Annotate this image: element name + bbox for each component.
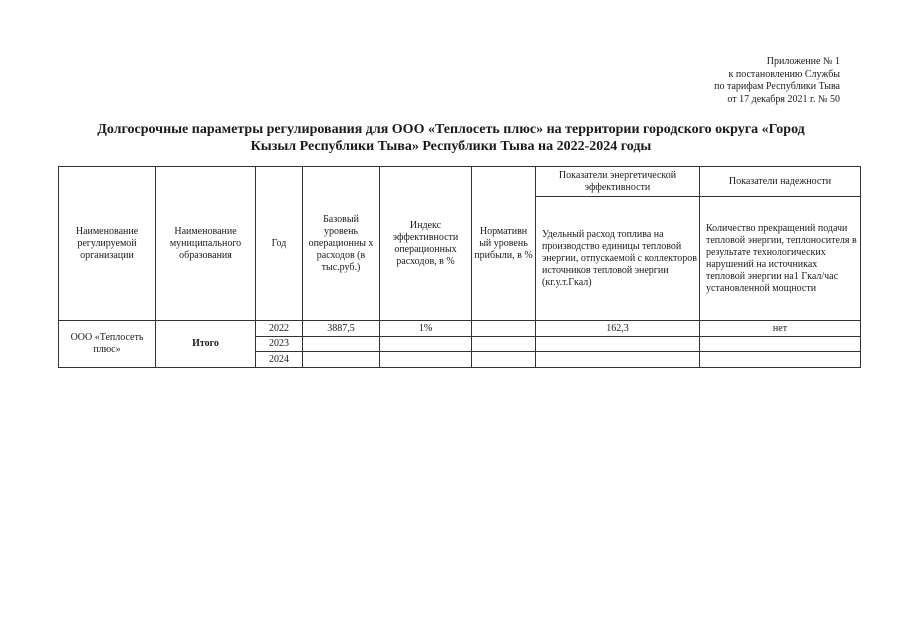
title-line: Кызыл Республики Тыва» Республики Тыва на 2022-2024 годы (250, 139, 652, 154)
appendix-line: от 17 декабря 2021 г. № 50 (727, 93, 840, 105)
org-cell: ООО «Теплосеть плюс» (59, 321, 156, 368)
year-cell: 2022 (256, 321, 303, 337)
municipality-cell: Итого (156, 321, 256, 368)
reliability-cell: нет (700, 321, 861, 337)
table-row (59, 321, 861, 337)
fuel-cell (536, 352, 700, 368)
title-line: Долгосрочные параметры регулирования для ООО «Теплосеть плюс» на территории городского округа «Город (97, 122, 805, 137)
efficiency-index-cell (380, 337, 472, 352)
appendix-line: к постановлению Службы (728, 68, 840, 80)
header-reliability-count: Количество прекращений подачи тепловой энергии, теплоносителя в результате технологических нарушений на источниках тепловой энергии на1 Гкал/час установленной мощности (700, 197, 861, 321)
fuel-cell (536, 337, 700, 352)
header-base-opex: Базовый уровень операционны х расходов (в тыс.руб.) (303, 167, 380, 321)
header-energy-fuel: Удельный расход топлива на производство единицы тепловой энергии, отпускаемой с коллекторов источников тепловой энергии (кг.у.т.Гкал) (536, 197, 700, 321)
header-org: Наименование регулируемой организации (59, 167, 156, 321)
efficiency-index-cell (380, 352, 472, 368)
header-efficiency-index: Индекс эффективности операционных расходов, в % (380, 167, 472, 321)
appendix-note (714, 56, 840, 106)
fuel-cell: 162,3 (536, 321, 700, 337)
appendix-line: по тарифам Республики Тыва (714, 81, 840, 92)
efficiency-index-cell: 1% (380, 321, 472, 337)
base-opex-cell (303, 352, 380, 368)
profit-cell (472, 321, 536, 337)
document-title (40, 121, 862, 155)
base-opex-cell (303, 337, 380, 352)
parameters-table (58, 166, 861, 368)
appendix-line: Приложение № 1 (766, 56, 840, 67)
reliability-cell (700, 337, 861, 352)
header-reliability-group: Показатели надежности (700, 167, 861, 197)
profit-cell (472, 337, 536, 352)
year-cell: 2024 (256, 352, 303, 368)
header-municipality: Наименование муниципального образования (156, 167, 256, 321)
header-year: Год (256, 167, 303, 321)
profit-cell (472, 352, 536, 368)
reliability-cell (700, 352, 861, 368)
base-opex-cell: 3887,5 (303, 321, 380, 337)
year-cell: 2023 (256, 337, 303, 352)
header-profit: Нормативн ый уровень прибыли, в % (472, 167, 536, 321)
header-energy-group: Показатели энергетической эффективности (536, 167, 700, 197)
